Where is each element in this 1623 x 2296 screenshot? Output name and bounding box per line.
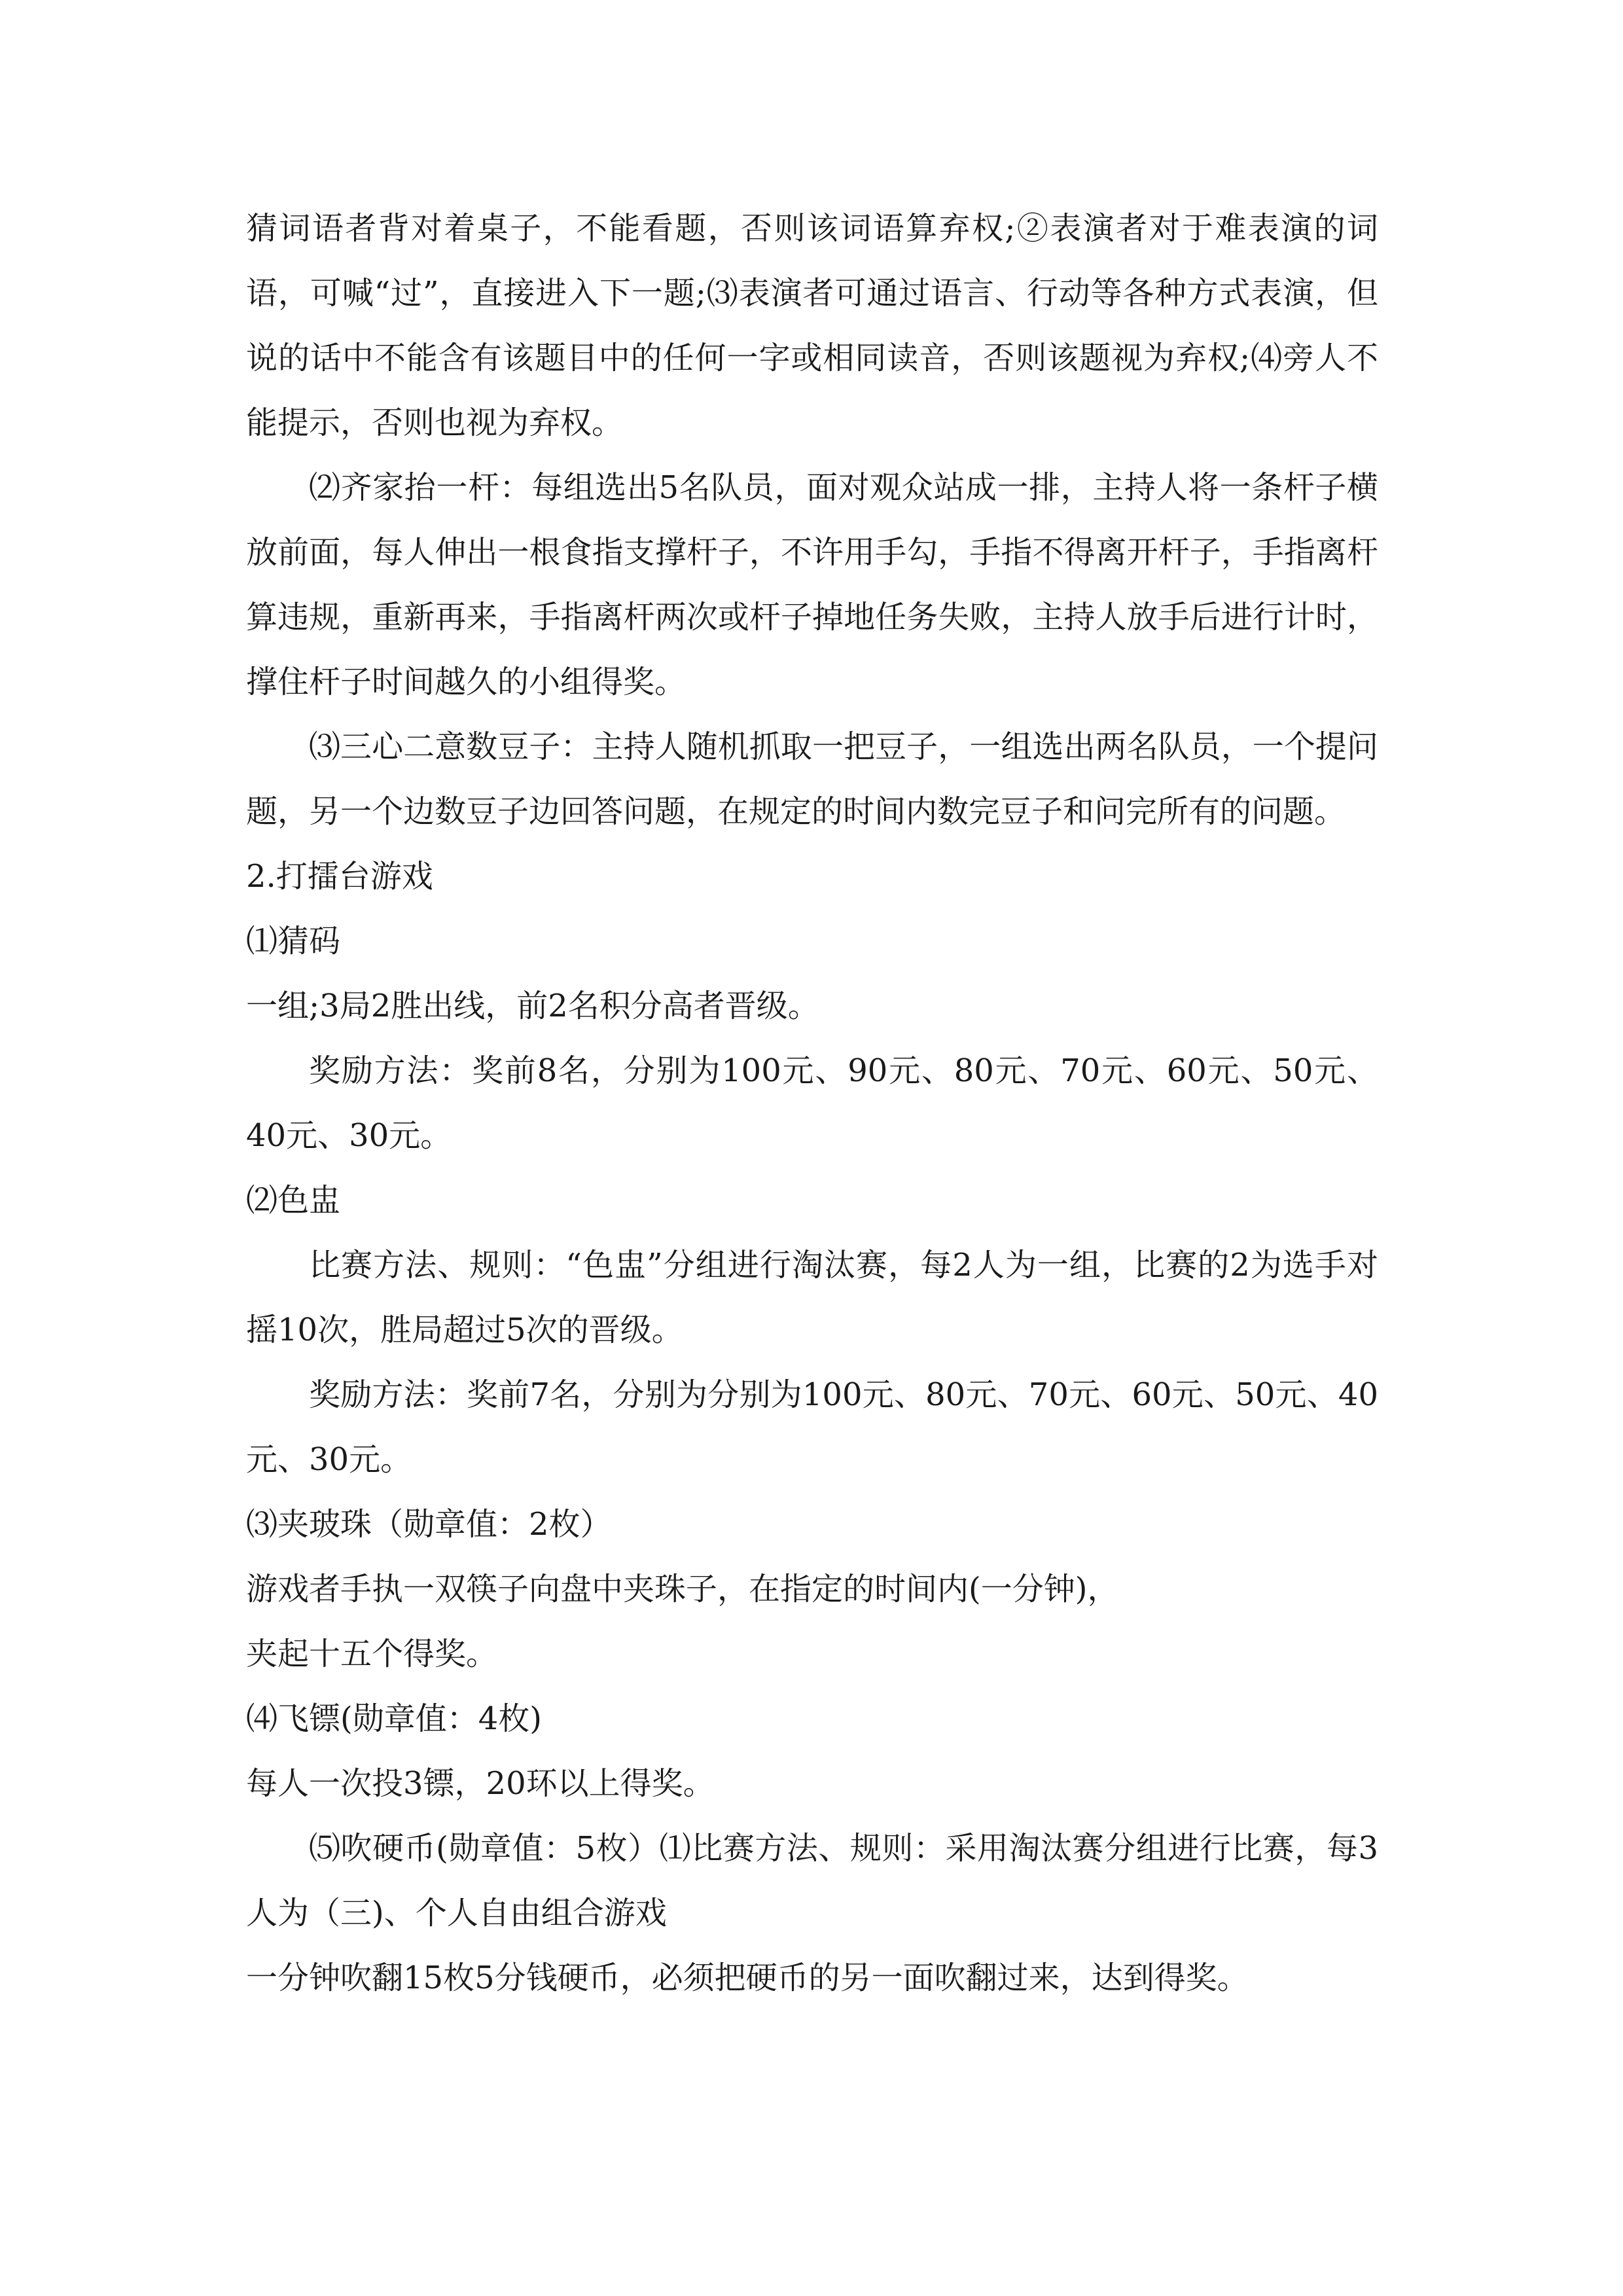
subheading-dice-cup: ⑵色盅 [246,1182,341,1219]
paragraph-dice-cup-rules: 比赛方法、规则：“色盅”分组进行淘汰赛，每2人为一组，比赛的2为选手对摇10次，胜局超过5次的晋级。 [246,1247,1378,1348]
paragraph-pole-game: ⑵齐家抬一杆：每组选出5名队员，面对观众站成一排，主持人将一条杆子横放前面，每人伸出一根食指支撑杆子，不许用手勾，手指不得离开杆子，手指离杆算违规，重新再来，手指离杆两次或杆子掉地任务失败，主持人放手后进行计时，撑住杆子时间越久的小组得奖。 [246,469,1378,700]
paragraph-coin-blow: ⑸吹硬币(勋章值：5枚）⑴比赛方法、规则：采用淘汰赛分组进行比赛，每3人为（三)、个人自由组合游戏 [246,1830,1378,1931]
paragraph-guess-number-rewards: 奖励方法：奖前8名，分别为100元、90元、80元、70元、60元、50元、40元、30元。 [246,1052,1378,1154]
section-heading-arena-games: 2.打擂台游戏 [246,858,433,895]
subheading-marble-pick: ⑶夹玻珠（勋章值：2枚） [246,1506,612,1543]
paragraph-marble-pick-rules: 游戏者手执一双筷子向盘中夹珠子，在指定的时间内(一分钟)， [246,1571,1119,1607]
document-body [246,196,1378,2011]
paragraph-marble-pick-goal: 夹起十五个得奖。 [246,1636,498,1672]
paragraph-coin-blow-goal: 一分钟吹翻15枚5分钱硬币，必须把硬币的另一面吹翻过来，达到得奖。 [246,1960,1249,1996]
paragraph-guess-number-rules: 一组;3局2胜出线，前2名积分高者晋级。 [246,988,819,1024]
paragraph-darts-rules: 每人一次投3镖，20环以上得奖。 [246,1765,715,1802]
paragraph-dice-cup-rewards: 奖励方法：奖前7名，分别为分别为100元、80元、70元、60元、50元、40元、30元。 [246,1376,1378,1478]
paragraph-bean-counting: ⑶三心二意数豆子：主持人随机抓取一把豆子，一组选出两名队员，一个提问题，另一个边数豆子边回答问题，在规定的时间内数完豆子和问完所有的问题。 [246,728,1378,830]
subheading-darts: ⑷飞镖(勋章值：4枚) [246,1700,542,1737]
paragraph-charades-rules: 猜词语者背对着桌子，不能看题，否则该词语算弃权;②表演者对于难表演的词语，可喊“过”，直接进入下一题;⑶表演者可通过语言、行动等各种方式表演，但说的话中不能含有该题目中的任何一字或相同读音，否则该题视为弃权;⑷旁人不能提示，否则也视为弃权。 [246,210,1378,441]
subheading-guess-number: ⑴猜码 [246,923,341,960]
